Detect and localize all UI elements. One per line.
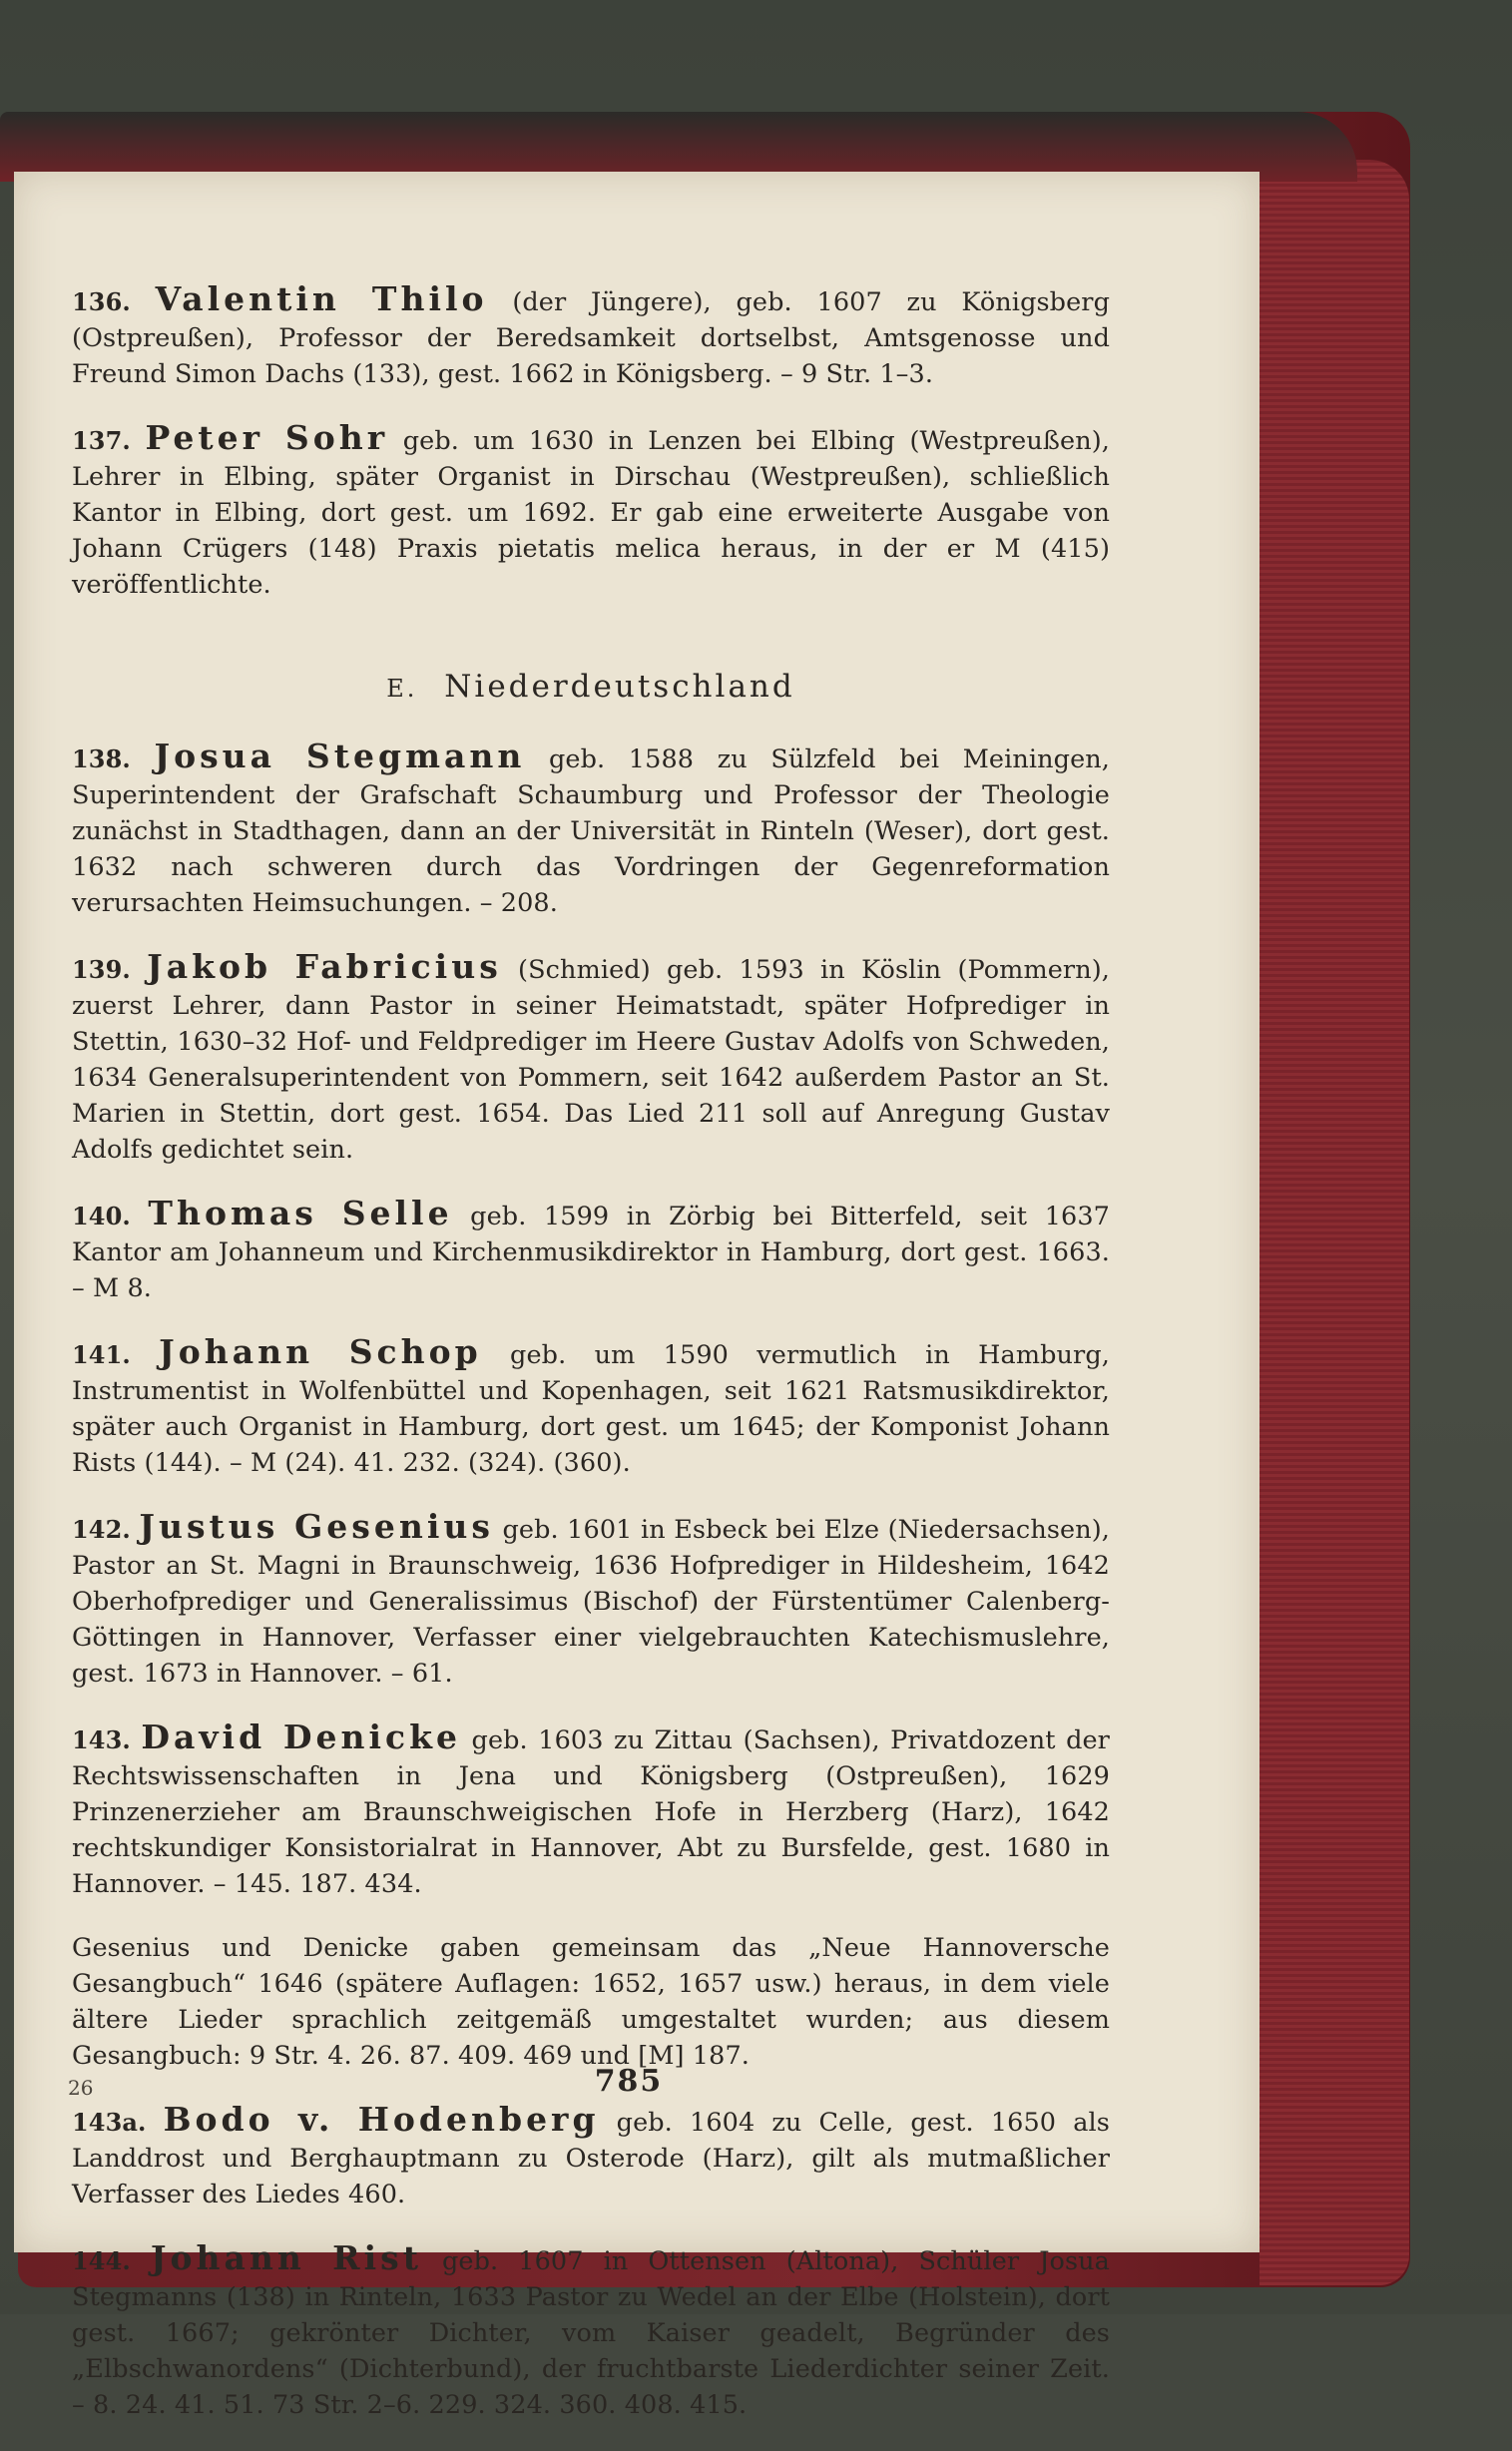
- entry-text: geb. um 1590 vermutlich in Hamburg, Instrumentist in Wolfenbüttel und Kopenhagen, seit 1621 Ratsmusikdirektor, später auch Organist in Hamburg, dort gest. um 1645; der Komponist Johann Rists (144). – M (24). 41. 232. (324). (360).: [72, 1340, 1110, 1478]
- entry-number: 144.: [72, 2246, 131, 2275]
- entry-number: 143.: [72, 1725, 131, 1754]
- entry-name: Justus Gesenius: [139, 1507, 494, 1546]
- entry-text: (Schmied) geb. 1593 in Köslin (Pommern), zuerst Lehrer, dann Pastor in seiner Heimatstadt, später Hofprediger in Stettin, 1630–32 Hof- und Feldprediger im Heere Gustav Adolfs von Schweden, 1634 Generalsuperintendent von Pommern, seit 1642 außerdem Pastor an St. Marien in Stettin, dort gest. 1654. Das Lied 211 soll auf Anregung Gustav Adolfs gedichtet sein.: [72, 955, 1110, 1165]
- entry: [72, 1719, 1110, 1902]
- entry-name: Peter Sohr: [145, 418, 389, 457]
- entry-name: Josua Stegmann: [154, 736, 526, 775]
- entry-number: 138.: [72, 744, 131, 773]
- entry: [72, 1196, 1110, 1306]
- entry-text: geb. 1599 in Zörbig bei Bitterfeld, seit 1637 Kantor am Johanneum und Kirchenmusikdirektor in Hamburg, dort gest. 1663. – M 8.: [72, 1202, 1110, 1303]
- entry-number: 139.: [72, 955, 131, 984]
- entry: [72, 420, 1110, 603]
- entry-number: 137.: [72, 426, 131, 455]
- entry-note: [72, 1930, 1110, 2074]
- entry: [72, 949, 1110, 1168]
- entry-text: Gesenius und Denicke gaben gemeinsam das „Neue Hannoversche Gesangbuch“ 1646 (spätere Auflagen: 1652, 1657 usw.) heraus, in dem viele ältere Lieder sprachlich zeitgemäß umgestaltet wurden; aus diesem Gesangbuch: 9 Str. 4. 26. 87. 409. 469 und [M] 187.: [72, 1933, 1110, 2071]
- book-page: [14, 172, 1260, 2420]
- entry-name: Bodo v. Hodenberg: [163, 2100, 600, 2139]
- entry-text: geb. 1588 zu Sülzfeld bei Meiningen, Superintendent der Grafschaft Schaumburg und Professor der Theologie zunächst in Stadthagen, dann an der Universität in Rinteln (Weser), dort gest. 1632 nach schweren durch das Vordringen der Gegenreformation verursachten Heimsuchungen. – 208.: [72, 744, 1110, 918]
- entry-number: 141.: [72, 1340, 131, 1369]
- entry-number: 142.: [72, 1515, 131, 1544]
- page-number: 785: [594, 2064, 664, 2099]
- entry: [72, 2102, 1110, 2212]
- entry-text: geb. um 1630 in Lenzen bei Elbing (Westpreußen), Lehrer in Elbing, später Organist in Dirschau (Westpreußen), schließlich Kantor in Elbing, dort gest. um 1692. Er gab eine erweiterte Ausgabe von Johann Crügers (148) Praxis pietatis melica heraus, in der er M (415) veröffentlichte.: [72, 426, 1110, 600]
- section-letter: E.: [386, 675, 418, 703]
- entry-name: Johann Rist: [150, 2238, 422, 2277]
- entry-number: 143a.: [72, 2108, 147, 2137]
- entry: [72, 281, 1110, 392]
- signature-mark: 26: [68, 2076, 94, 2100]
- entry-name: Thomas Selle: [148, 1194, 453, 1232]
- section-title: Niederdeutschland: [444, 669, 795, 705]
- entry-text: (der Jüngere), geb. 1607 zu Königsberg (Ostpreußen), Professor der Beredsamkeit dortselbst, Amtsgenosse und Freund Simon Dachs (133), gest. 1662 in Königsberg. – 9 Str. 1–3.: [72, 287, 1111, 389]
- entry-name: Johann Schop: [159, 1332, 482, 1371]
- entry: [72, 738, 1110, 921]
- entry-number: 136.: [72, 287, 131, 316]
- page-text-block: [72, 281, 1110, 2451]
- book-cover-edge: [1260, 160, 1409, 2285]
- entry-number: 140.: [72, 1202, 131, 1230]
- entry-text: geb. 1604 zu Celle, gest. 1650 als Landdrost und Berghauptmann zu Osterode (Harz), gilt als mutmaßlicher Verfasser des Liedes 460.: [72, 2108, 1110, 2209]
- entry-text: geb. 1603 zu Zittau (Sachsen), Privatdozent der Rechtswissenschaften in Jena und Königsberg (Ostpreußen), 1629 Prinzenerzieher am Braunschweigischen Hofe in Herzberg (Harz), 1642 rechtskundiger Konsistorialrat in Hannover, Abt zu Bursfelde, gest. 1680 in Hannover. – 145. 187. 434.: [72, 1725, 1110, 1899]
- entry: [72, 1334, 1110, 1481]
- entry-text: geb. 1607 in Ottensen (Altona), Schüler Josua Stegmanns (138) in Rinteln, 1633 Pastor zu Wedel an der Elbe (Holstein), dort gest. 1667; gekrönter Dichter, vom Kaiser geadelt, Begründer des „Elbschwanordens“ (Dichterbund), der fruchtbarste Liederdichter seiner Zeit. – 8. 24. 41. 51. 73 Str. 2–6. 229. 324. 360. 408. 415.: [72, 2246, 1110, 2420]
- entry-name: Jakob Fabricius: [147, 947, 502, 986]
- entry: [72, 1509, 1110, 1692]
- entry-text: geb. 1601 in Esbeck bei Elze (Niedersachsen), Pastor an St. Magni in Braunschweig, 1636 Hofprediger in Hildesheim, 1642 Oberhofprediger und Generalissimus (Bischof) der Fürstentümer Calenberg-Göttingen in Hannover, Verfasser einer vielgebrauchten Katechismuslehre, gest. 1673 in Hannover. – 61.: [72, 1515, 1110, 1689]
- entry-name: Valentin Thilo: [155, 279, 488, 318]
- entry-name: David Denicke: [141, 1717, 462, 1756]
- entry: [72, 2240, 1110, 2423]
- section-heading: [72, 669, 1110, 705]
